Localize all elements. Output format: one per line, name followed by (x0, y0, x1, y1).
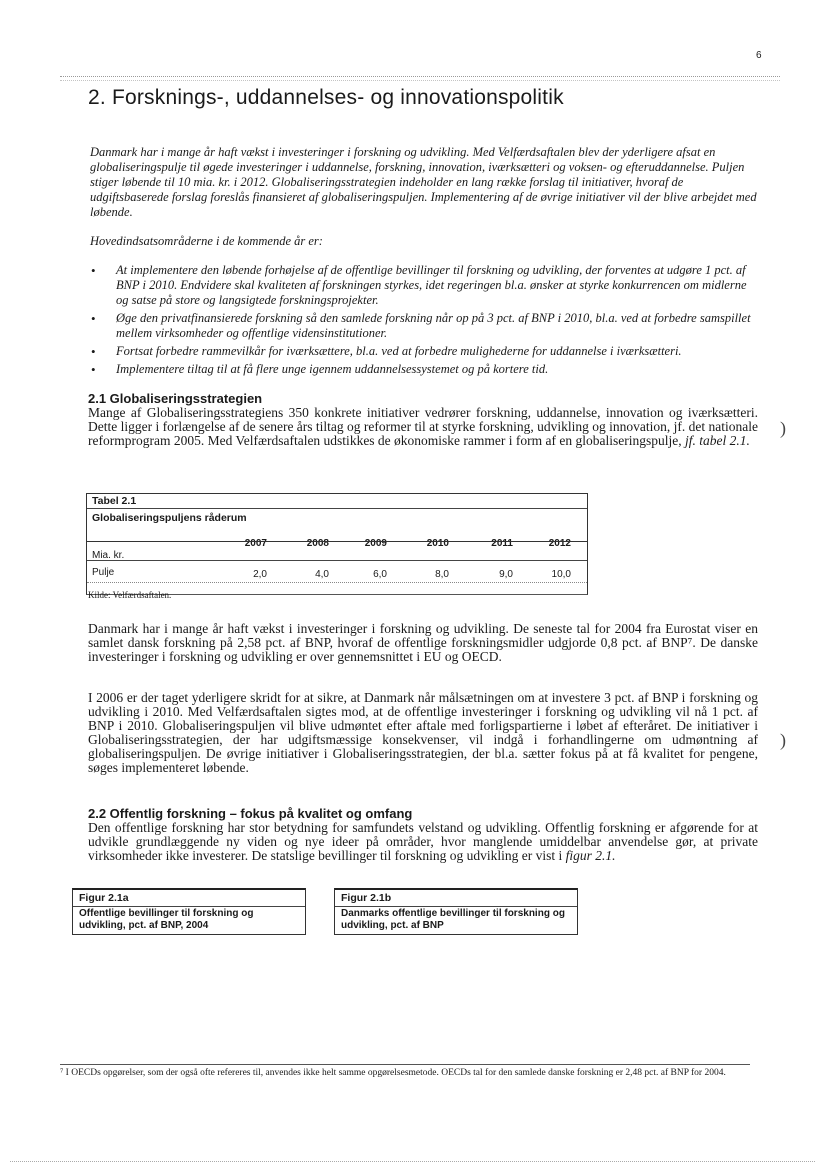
list-item: • Fortsat forbedre rammevilkår for iværksættere, bl.a. ved at forbedre mulighederne for uddannelse i iværksætteri. (116, 344, 758, 359)
figure-2-1b (334, 888, 578, 935)
table-2-1 (86, 493, 588, 595)
figure-label: Figur 2.1a (79, 892, 129, 904)
table-col-header: 2008 (306, 538, 329, 549)
table-cell: 10,0 (551, 569, 571, 580)
figure-2-1a (72, 888, 306, 935)
table-col-header: 2010 (426, 538, 449, 549)
section-heading: 2.1 Globaliseringsstrategien (88, 391, 263, 406)
figure-divider (73, 906, 305, 907)
table-col-header: 2011 (491, 538, 513, 549)
margin-bracket: ) (780, 418, 786, 438)
list-item: • At implementere den løbende forhøjelse af de offentlige bevillinger til forskning og udvikling, der forventes at udgøre 1 pct. af BNP i 2010. Endvidere skal kvaliteten af forskningen styrkes, idet regeringen bl.a. ønsker at styrke konkurrencen om midlerne og satse på store og langsigtede forskningsprojekter. (116, 263, 758, 308)
figure-divider (335, 906, 577, 907)
list-item: • Implementere tiltag til at få flere unge igennem uddannelsessystemet og på kortere tid. (116, 362, 758, 377)
table-source: Kilde: Velfærdsaftalen. (88, 590, 172, 600)
table-col-header: 2012 (548, 538, 571, 549)
footnote: ⁷ I OECDs opgørelser, som der også ofte refereres til, anvendes ikke helt samme opgørelsesmetode. OECDs tal for den samlede danske forskning er 2,48 pct. af BNP for 2004. (60, 1068, 726, 1078)
table-divider (87, 541, 587, 542)
table-title: Globaliseringspuljens råderum (92, 512, 247, 524)
table-cell: 9,0 (499, 569, 513, 580)
header-rule (60, 76, 780, 77)
table-cell: 4,0 (315, 569, 329, 580)
intro-bullet-list (90, 263, 758, 377)
page-number: 6 (756, 50, 762, 61)
header-rule-secondary (60, 80, 780, 81)
figure-reference: figur 2.1. (565, 848, 616, 863)
table-divider (87, 560, 587, 561)
footnote-rule (60, 1064, 750, 1065)
list-item: • Øge den privatfinansierede forskning så den samlede forskning når op på 3 pct. af BNP i 2010, bl.a. ved at forbedre samspillet mellem virksomheder og offentlige vidensinstitutioner. (116, 311, 758, 341)
table-unit: Mia. kr. (92, 550, 125, 561)
scan-edge (10, 1161, 815, 1162)
table-label: Tabel 2.1 (92, 495, 137, 507)
section-text: Mange af Globaliseringsstrategiens 350 konkrete initiativer vedrører forskning, uddannelse, innovation og iværksætteri. Dette ligger i forlængelse af de senere års tiltag og reformer til at styrke forskning, udvikling og innovation, jf. det nationale reformprogram 2005. Med Velfærdsaftalen udstikkes de økonomiske rammer i form af en globaliseringspulje, jf. tabel 2.1. (88, 405, 758, 448)
intro-lead: Hovedindsatsområderne i de kommende år er: (90, 234, 323, 248)
table-cell: 6,0 (373, 569, 387, 580)
table-divider (87, 582, 587, 583)
figure-label: Figur 2.1b (341, 892, 392, 904)
chapter-title: 2. Forsknings-, uddannelses- og innovationspolitik (88, 86, 564, 109)
table-row-label: Pulje (92, 567, 115, 578)
table-cell: 2,0 (253, 569, 267, 580)
body-paragraph-2: I 2006 er der taget yderligere skridt for at sikre, at Danmark når målsætningen om at investere 3 pct. af BNP i forskning og udvikling i 2010. Med Velfærdsaftalen sigtes mod, at de offentlige investeringer i forskning og udvikling vil nå 1 pct. af BNP i 2010. Globaliseringspuljen vil blive udmøntet efter aftale med forligspartierne i løbet af efteråret. De initiativer i Globaliseringsstrategien, der har udgiftsmæssige konsekvenser, vil indgå i forhandlingerne om udmøntning af globaliseringspuljen. De øvrige initiativer i Globaliseringsstrategien, der bl.a. sætter fokus på at få kvalitet for pengene, søges implementeret løbende. (88, 690, 758, 775)
margin-bracket: ) (780, 730, 786, 750)
figure-caption: Offentlige bevillinger til forskning og udvikling, pct. af BNP, 2004 (79, 908, 254, 931)
table-cell: 8,0 (435, 569, 449, 580)
table-reference: jf. tabel 2.1. (684, 433, 750, 448)
body-paragraph-1: Danmark har i mange år haft vækst i investeringer i forskning og udvikling. De seneste tal for 2004 fra Eurostat viser en samlet dansk forskning på 2,58 pct. af BNP, hvoraf de offentlige forskningsmidler udgjorde 0,8 pct. af BNP⁷. De danske investeringer i forskning og udvikling er over gennemsnittet i EU og OECD. (88, 621, 758, 664)
table-col-header: 2007 (244, 538, 267, 549)
intro-paragraph: Danmark har i mange år haft vækst i investeringer i forskning og udvikling. Med Velfærdsaftalen blev der yderligere afsat en globaliseringspulje til øgede investeringer i uddannelse, forskning, innovation, iværksætteri og voksen- og efteruddannelse. Puljen stiger løbende til 10 mia. kr. i 2012. Globaliseringsstrategien indeholder en lang række forslag til initiativer, hvoraf de udgiftsbaserede forslag foreslås finansieret af globaliseringspuljen. Implementering af de øvrige initiativer vil der blive arbejdet med løbende. (90, 145, 757, 219)
table-col-header: 2009 (364, 538, 387, 549)
table-divider (87, 508, 587, 509)
section-text: Den offentlige forskning har stor betydning for samfundets velstand og udvikling. Offentlig forskning er afgørende for at udvikle grundlæggende ny viden og nye ideer på områder, hvor manglende umiddelbar anvendelse gør, at private virksomheder ikke investerer. De statslige bevillinger til forskning og udvikling er vist i figur 2.1. (88, 820, 758, 863)
figure-caption: Danmarks offentlige bevillinger til forskning og udvikling, pct. af BNP (341, 908, 565, 931)
intro-box (90, 145, 758, 380)
section-2-1 (88, 391, 758, 448)
section-2-2 (88, 806, 758, 863)
section-heading: 2.2 Offentlig forskning – fokus på kvalitet og omfang (88, 806, 413, 821)
